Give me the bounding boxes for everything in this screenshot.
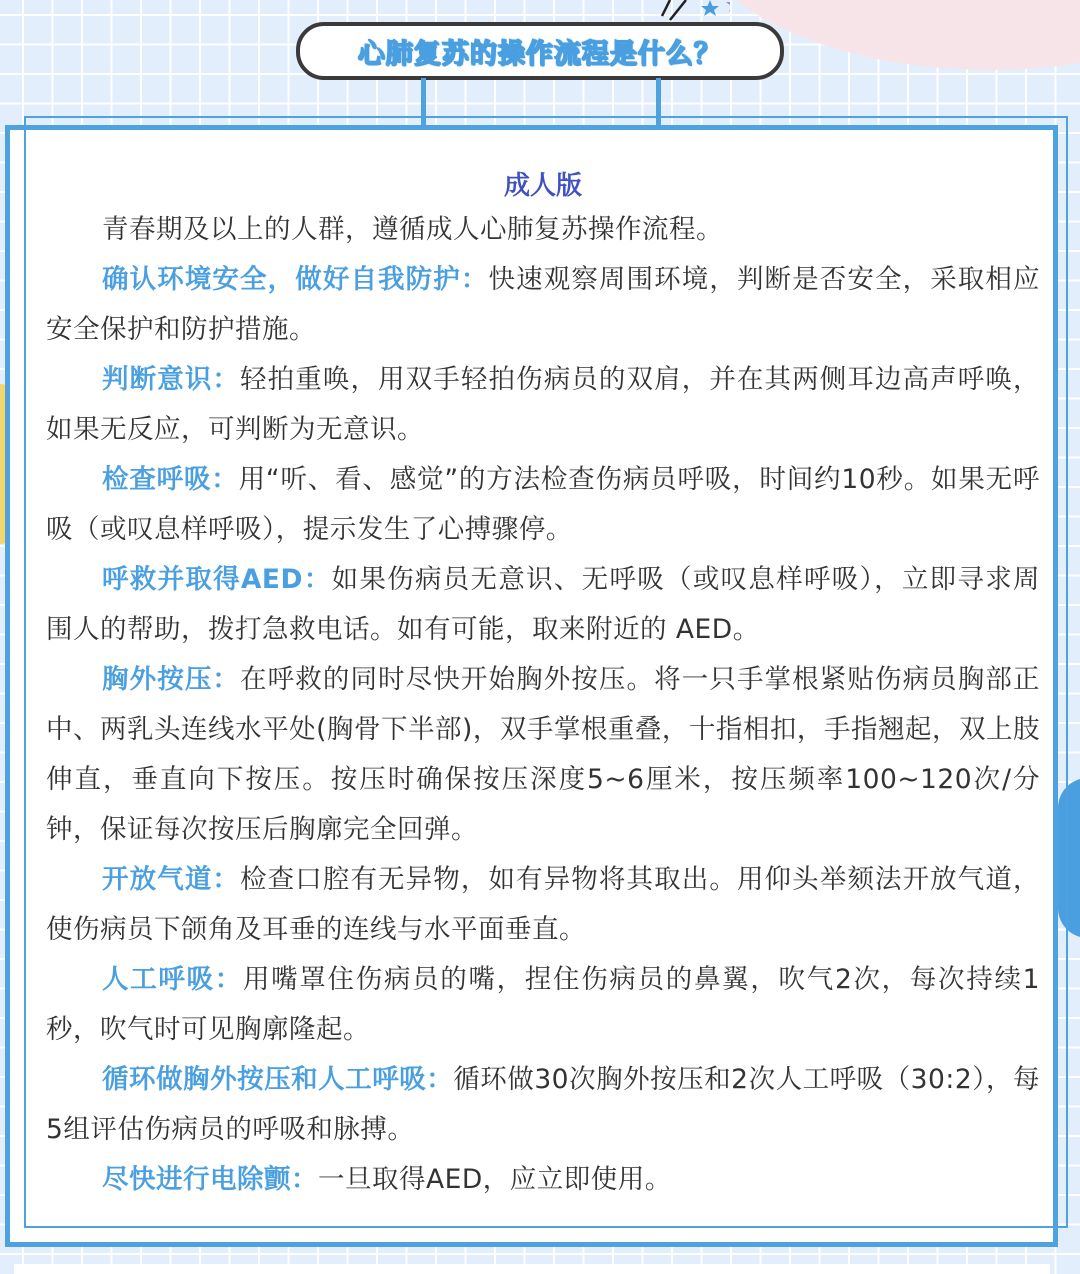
step-text: 用“听、看、感觉”的方法检查伤病员呼吸，时间约10秒。如果无呼吸（或叹息样呼吸），提示发生了心搏骤停。 [46,464,1040,545]
step-text: 检查口腔有无异物，如有异物将其取出。用仰头举颏法开放气道，使伤病员下颌角及耳垂的连线与水平面垂直。 [46,864,1041,945]
article-body [46,168,1040,1205]
banner-connector-right [656,78,661,126]
step-label: 人工呼吸： [102,964,243,995]
right-blue-tab [1058,778,1080,938]
step-label: 胸外按压： [102,664,241,695]
step-paragraph [46,355,1040,455]
step-label: 确认环境安全，做好自我防护： [102,264,489,295]
step-paragraph [46,555,1040,655]
step-text: 如果伤病员无意识、无呼吸（或叹息样呼吸），立即寻求周围人的帮助，拨打急救电话。如有可能，取来附近的 AED。 [46,564,1041,645]
step-label: 检查呼吸： [102,464,239,495]
step-label: 尽快进行电除颤： [102,1164,318,1195]
banner-connector-left [421,78,426,126]
intro-text: 青春期及以上的人群，遵循成人心肺复苏操作流程。 [102,214,723,245]
star-purple-icon [726,0,730,12]
step-paragraph [46,455,1040,555]
step-text: 轻拍重唤，用双手轻拍伤病员的双肩，并在其两侧耳边高声呼唤，如果无反应，可判断为无意识。 [46,364,1041,445]
title-banner [296,22,784,80]
next-card-edge [14,1264,1050,1274]
step-text: 快速观察周围环境，判断是否安全，采取相应安全保护和防护措施。 [46,264,1041,345]
step-paragraph [46,1055,1040,1155]
step-text: 在呼救的同时尽快开始胸外按压。将一只手掌根紧贴伤病员胸部正中、两乳头连线水平处(胸骨下半部)，双手掌根重叠，十指相扣，手指翘起，双上肢伸直，垂直向下按压。按压时确保按压深度5~6厘米，按压频率100~120次/分钟，保证每次按压后胸廓完全回弹。 [46,664,1041,845]
step-text: 用嘴罩住伤病员的嘴，捏住伤病员的鼻翼，吹气2次，每次持续1秒，吹气时可见胸廓隆起。 [46,964,1040,1045]
step-paragraph [46,955,1040,1055]
step-paragraph [46,655,1040,855]
step-label: 开放气道： [102,864,241,895]
step-paragraph [46,855,1040,955]
star-blue-icon [701,0,719,16]
section-title: 成人版 [503,171,582,201]
intro-paragraph [46,205,1040,255]
step-label: 循环做胸外按压和人工呼吸： [102,1064,454,1095]
step-paragraph [46,255,1040,355]
step-label: 判断意识： [102,364,241,395]
page-title: 心肺复苏的操作流程是什么？ [358,38,722,70]
step-text: 一旦取得AED，应立即使用。 [318,1164,672,1195]
step-paragraph [46,1155,1040,1205]
step-text: 循环做30次胸外按压和2次人工呼吸（30:2），每5组评估伤病员的呼吸和脉搏。 [46,1064,1041,1145]
step-label: 呼救并取得AED： [102,564,332,595]
